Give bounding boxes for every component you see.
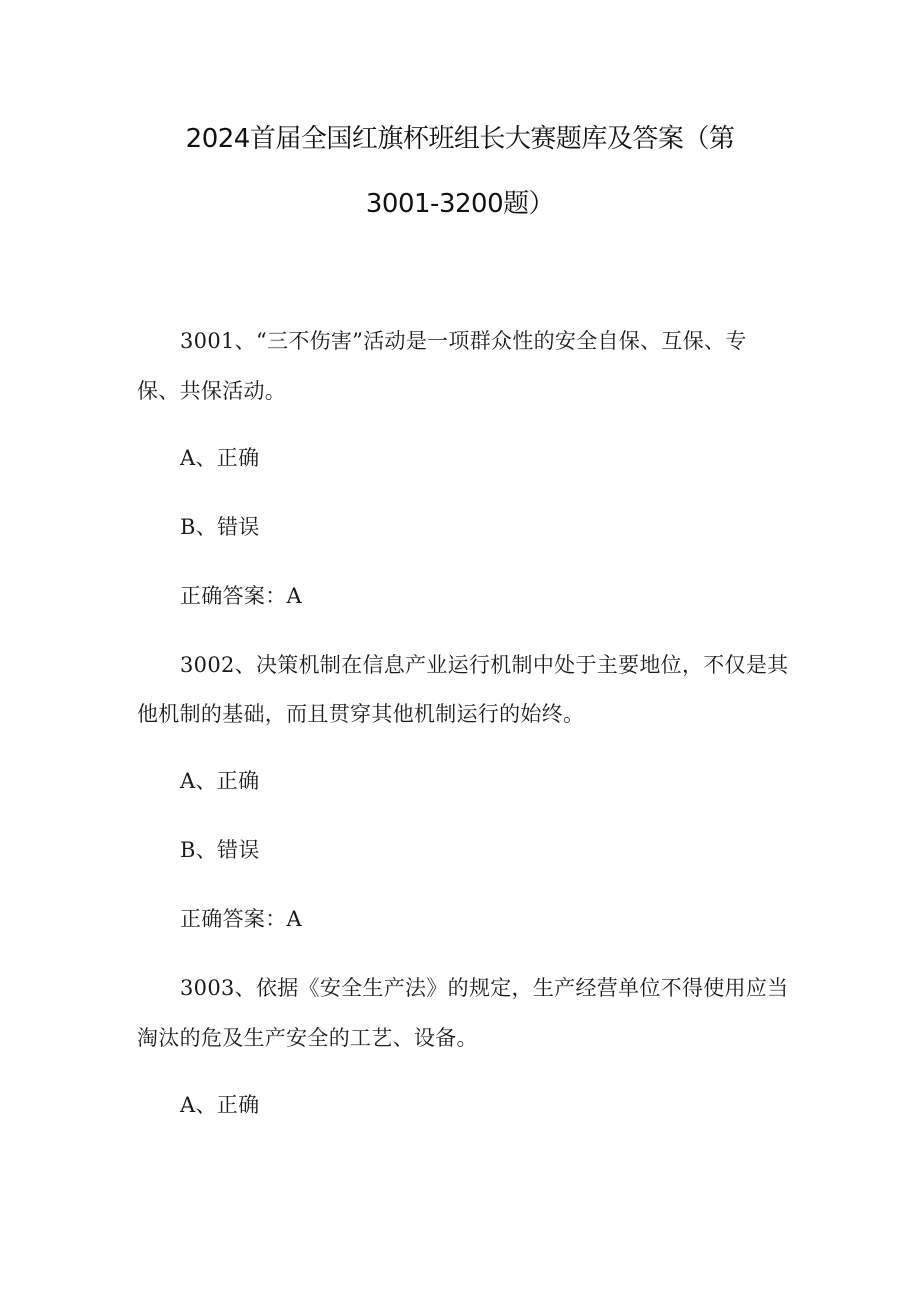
question-3002-text-line-1: 3002、决策机制在信息产业运行机制中处于主要地位，不仅是其: [180, 653, 789, 677]
question-3002-text-line-2: 他机制的基础，而且贯穿其他机制运行的始终。: [137, 702, 585, 726]
document-title-line-1: 2024首届全国红旗杯班组长大赛题库及答案（第: [185, 124, 735, 154]
question-3001-answer: 正确答案：A: [180, 584, 302, 608]
question-3003-text-line-2: 淘汰的危及生产安全的工艺、设备。: [137, 1026, 478, 1050]
question-3001-option-b: B、错误: [180, 515, 260, 539]
document-title-line-2: 3001-3200题）: [365, 189, 555, 219]
question-3001-text-line-1: 3001、“三不伤害”活动是一项群众性的安全自保、互保、专: [180, 329, 747, 353]
question-3001-option-a: A、正确: [180, 446, 260, 470]
question-3002-answer: 正确答案：A: [180, 907, 302, 931]
question-3001-text-line-2: 保、共保活动。: [137, 379, 287, 403]
question-3003-option-a: A、正确: [180, 1093, 260, 1117]
question-3002-option-b: B、错误: [180, 838, 260, 862]
question-3002-option-a: A、正确: [180, 769, 260, 793]
question-3003-text-line-1: 3003、依据《安全生产法》的规定，生产经营单位不得使用应当: [180, 976, 789, 1000]
